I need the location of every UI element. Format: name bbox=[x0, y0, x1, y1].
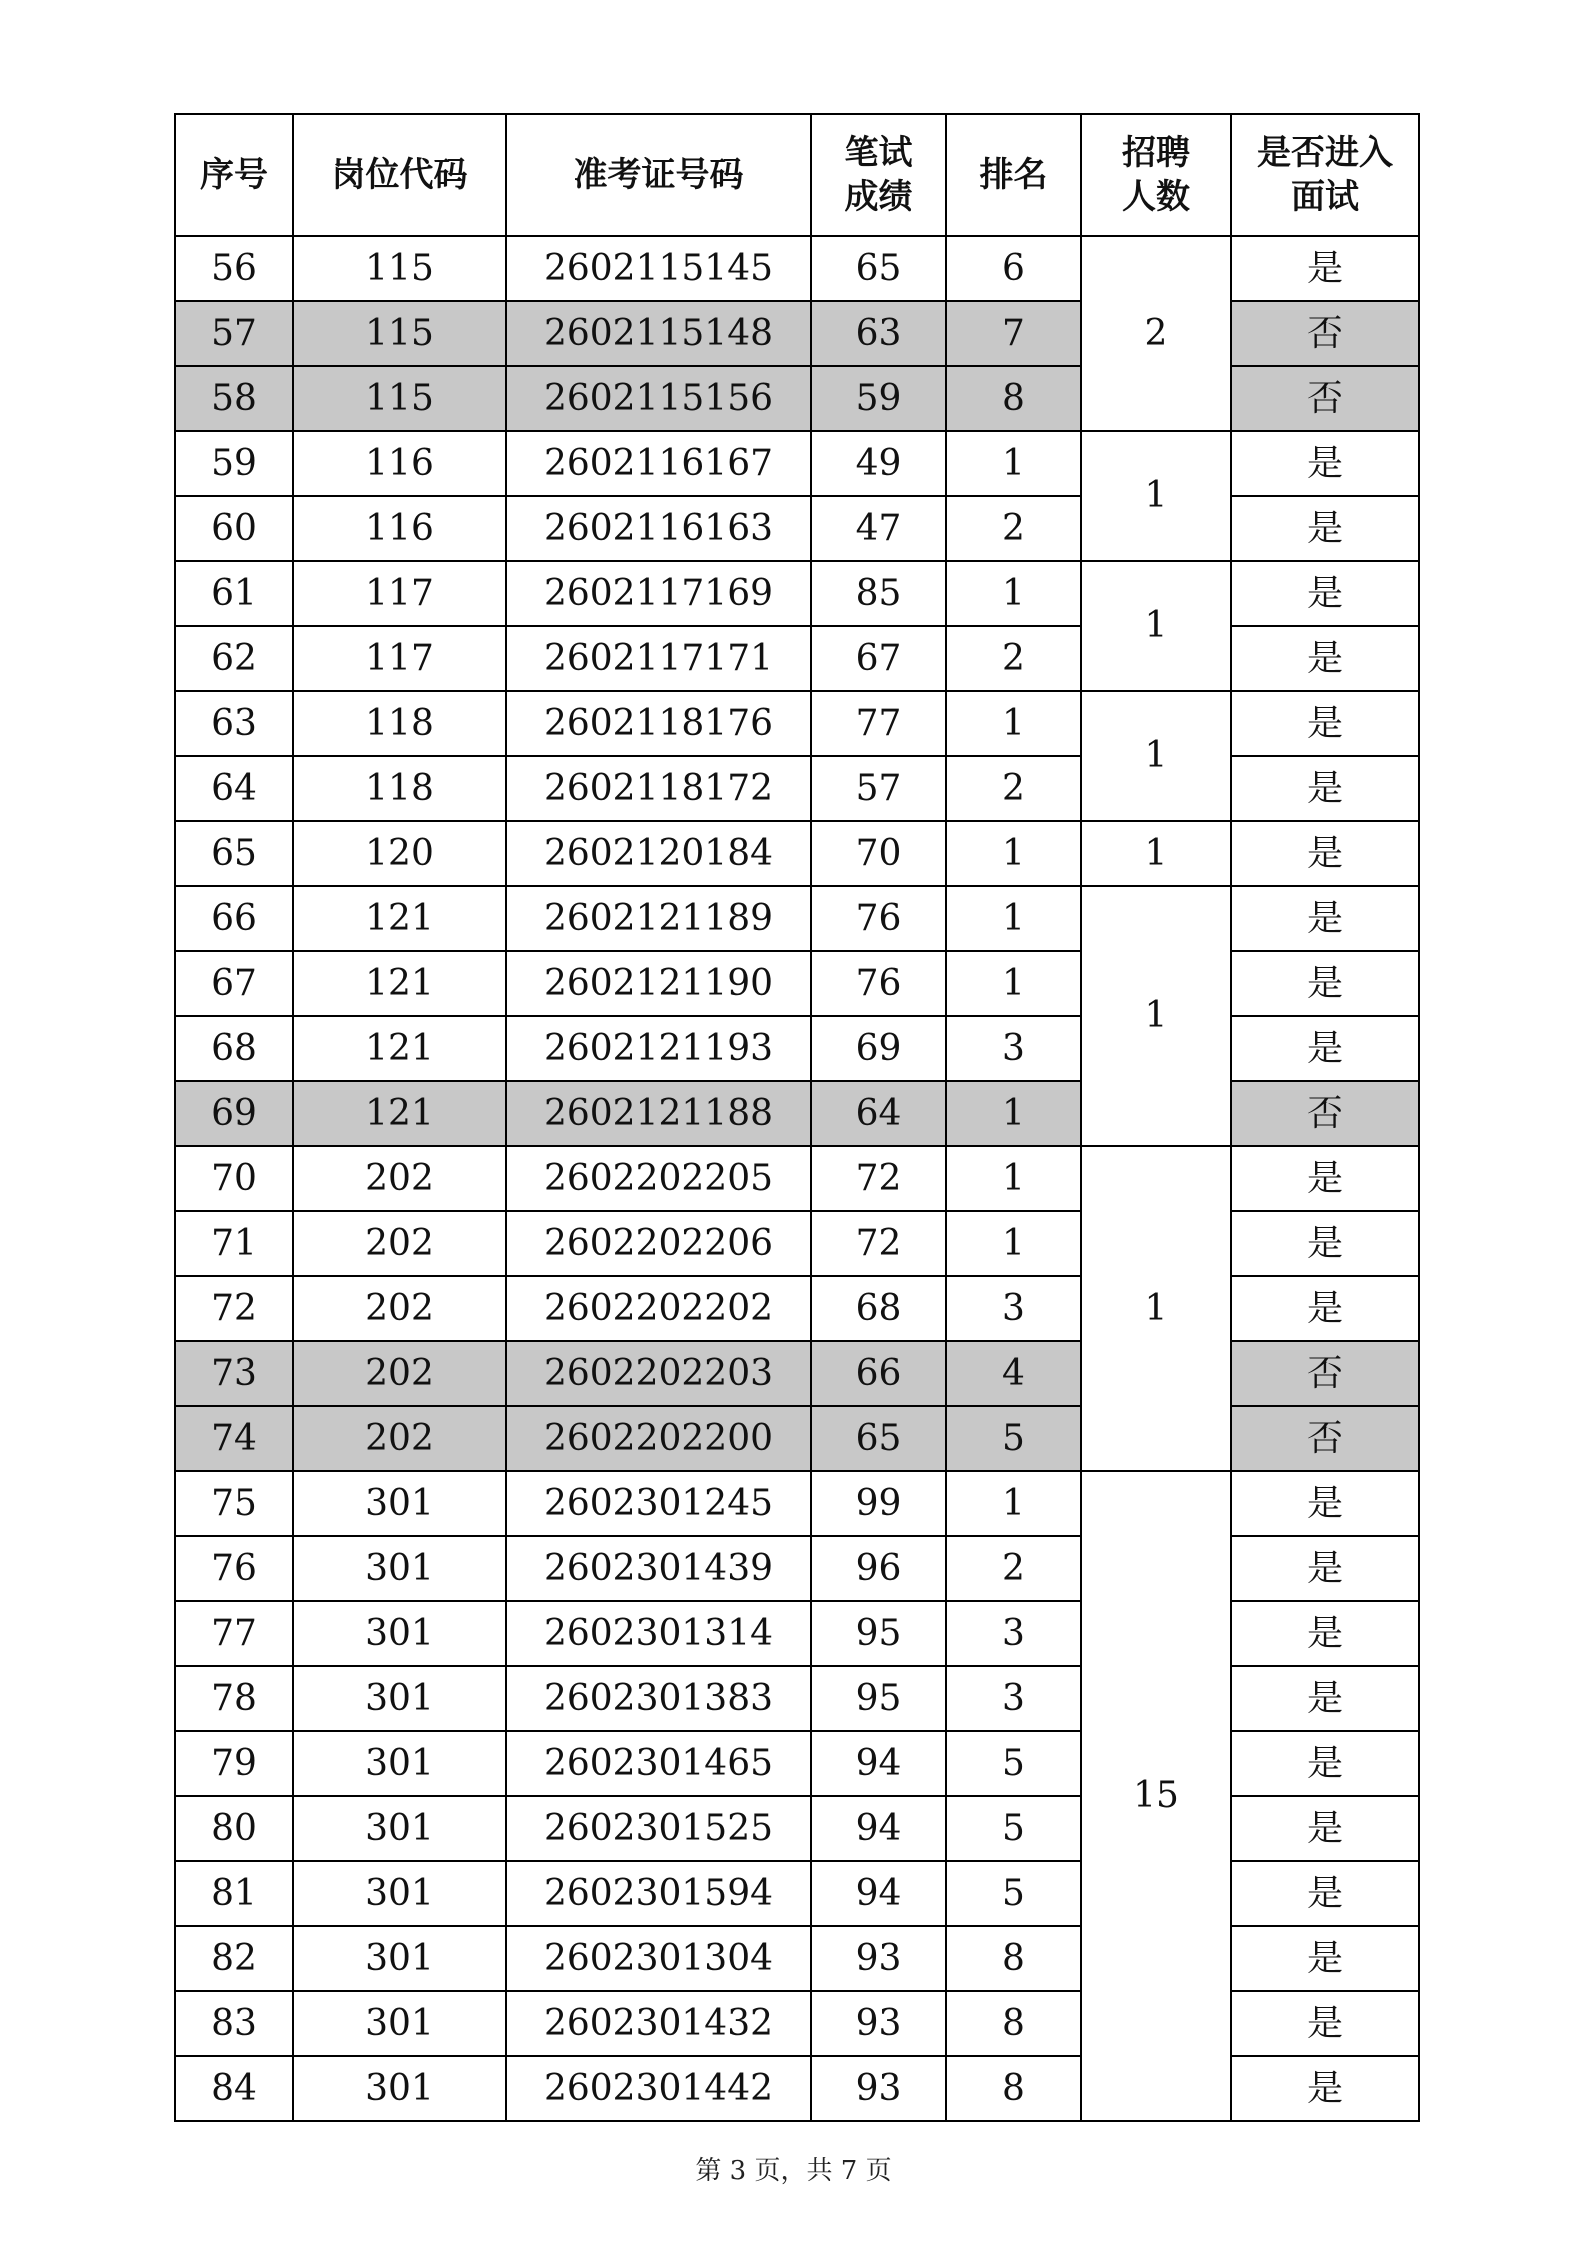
interview-cell: 是 bbox=[1231, 691, 1419, 756]
score-cell: 93 bbox=[811, 1926, 946, 1991]
post-code-cell: 202 bbox=[293, 1341, 506, 1406]
score-cell: 95 bbox=[811, 1666, 946, 1731]
table-row bbox=[175, 431, 1419, 496]
header-label-line: 人数 bbox=[1122, 177, 1190, 217]
header-label-line: 岗位代码 bbox=[331, 155, 468, 195]
table-row bbox=[175, 236, 1419, 301]
table-body bbox=[175, 236, 1419, 2121]
header-seq bbox=[175, 114, 293, 236]
table-row bbox=[175, 366, 1419, 431]
post-code-cell: 121 bbox=[293, 886, 506, 951]
exam-number-cell: 2602301465 bbox=[506, 1731, 811, 1796]
post-code-cell: 117 bbox=[293, 626, 506, 691]
post-code-cell: 301 bbox=[293, 2056, 506, 2121]
post-code-cell: 115 bbox=[293, 366, 506, 431]
interview-cell: 是 bbox=[1231, 236, 1419, 301]
seq-cell: 74 bbox=[175, 1406, 293, 1471]
interview-cell: 是 bbox=[1231, 1926, 1419, 1991]
interview-cell: 是 bbox=[1231, 431, 1419, 496]
exam-number-cell: 2602118172 bbox=[506, 756, 811, 821]
post-code-cell: 301 bbox=[293, 1926, 506, 1991]
exam-number-cell: 2602301245 bbox=[506, 1471, 811, 1536]
score-cell: 72 bbox=[811, 1146, 946, 1211]
score-cell: 65 bbox=[811, 236, 946, 301]
rank-cell: 1 bbox=[946, 1211, 1081, 1276]
seq-cell: 67 bbox=[175, 951, 293, 1016]
post-code-cell: 202 bbox=[293, 1146, 506, 1211]
rank-cell: 2 bbox=[946, 496, 1081, 561]
score-cell: 93 bbox=[811, 1991, 946, 2056]
seq-cell: 81 bbox=[175, 1861, 293, 1926]
hire-count-cell: 1 bbox=[1081, 431, 1231, 561]
hire-count-cell: 1 bbox=[1081, 886, 1231, 1146]
seq-cell: 65 bbox=[175, 821, 293, 886]
interview-cell: 否 bbox=[1231, 301, 1419, 366]
seq-cell: 77 bbox=[175, 1601, 293, 1666]
rank-cell: 2 bbox=[946, 1536, 1081, 1601]
rank-cell: 8 bbox=[946, 1991, 1081, 2056]
table-row bbox=[175, 1211, 1419, 1276]
exam-number-cell: 2602301314 bbox=[506, 1601, 811, 1666]
exam-number-cell: 2602115156 bbox=[506, 366, 811, 431]
post-code-cell: 116 bbox=[293, 431, 506, 496]
rank-cell: 8 bbox=[946, 2056, 1081, 2121]
interview-cell: 是 bbox=[1231, 1146, 1419, 1211]
table-row bbox=[175, 496, 1419, 561]
rank-cell: 7 bbox=[946, 301, 1081, 366]
results-table bbox=[174, 113, 1420, 2122]
score-cell: 94 bbox=[811, 1796, 946, 1861]
table-row bbox=[175, 1666, 1419, 1731]
score-cell: 69 bbox=[811, 1016, 946, 1081]
score-cell: 77 bbox=[811, 691, 946, 756]
exam-number-cell: 2602301383 bbox=[506, 1666, 811, 1731]
interview-cell: 是 bbox=[1231, 821, 1419, 886]
interview-cell: 是 bbox=[1231, 1536, 1419, 1601]
header-label-line: 招聘 bbox=[1122, 133, 1190, 173]
table-row bbox=[175, 2056, 1419, 2121]
header-exam-number bbox=[506, 114, 811, 236]
exam-number-cell: 2602121190 bbox=[506, 951, 811, 1016]
post-code-cell: 202 bbox=[293, 1276, 506, 1341]
score-cell: 64 bbox=[811, 1081, 946, 1146]
hire-count-cell: 2 bbox=[1081, 236, 1231, 431]
score-cell: 70 bbox=[811, 821, 946, 886]
post-code-cell: 301 bbox=[293, 1536, 506, 1601]
interview-cell: 是 bbox=[1231, 1731, 1419, 1796]
exam-number-cell: 2602121193 bbox=[506, 1016, 811, 1081]
rank-cell: 1 bbox=[946, 1081, 1081, 1146]
exam-number-cell: 2602301304 bbox=[506, 1926, 811, 1991]
post-code-cell: 301 bbox=[293, 1796, 506, 1861]
post-code-cell: 202 bbox=[293, 1406, 506, 1471]
post-code-cell: 117 bbox=[293, 561, 506, 626]
rank-cell: 3 bbox=[946, 1666, 1081, 1731]
post-code-cell: 301 bbox=[293, 1731, 506, 1796]
exam-number-cell: 2602202205 bbox=[506, 1146, 811, 1211]
interview-cell: 是 bbox=[1231, 1861, 1419, 1926]
seq-cell: 80 bbox=[175, 1796, 293, 1861]
header-label-line: 序号 bbox=[200, 155, 268, 195]
hire-count-cell: 1 bbox=[1081, 691, 1231, 821]
rank-cell: 3 bbox=[946, 1016, 1081, 1081]
rank-cell: 1 bbox=[946, 821, 1081, 886]
table-row bbox=[175, 1471, 1419, 1536]
exam-number-cell: 2602301442 bbox=[506, 2056, 811, 2121]
table-row bbox=[175, 626, 1419, 691]
post-code-cell: 116 bbox=[293, 496, 506, 561]
score-cell: 47 bbox=[811, 496, 946, 561]
exam-number-cell: 2602202203 bbox=[506, 1341, 811, 1406]
interview-cell: 是 bbox=[1231, 1601, 1419, 1666]
post-code-cell: 118 bbox=[293, 756, 506, 821]
post-code-cell: 121 bbox=[293, 951, 506, 1016]
post-code-cell: 115 bbox=[293, 301, 506, 366]
exam-number-cell: 2602115148 bbox=[506, 301, 811, 366]
table-row bbox=[175, 886, 1419, 951]
post-code-cell: 202 bbox=[293, 1211, 506, 1276]
rank-cell: 4 bbox=[946, 1341, 1081, 1406]
seq-cell: 79 bbox=[175, 1731, 293, 1796]
table-row bbox=[175, 1536, 1419, 1601]
rank-cell: 2 bbox=[946, 756, 1081, 821]
score-cell: 57 bbox=[811, 756, 946, 821]
exam-number-cell: 2602120184 bbox=[506, 821, 811, 886]
interview-cell: 是 bbox=[1231, 951, 1419, 1016]
interview-cell: 是 bbox=[1231, 1016, 1419, 1081]
table-row bbox=[175, 1601, 1419, 1666]
score-cell: 93 bbox=[811, 2056, 946, 2121]
score-cell: 67 bbox=[811, 626, 946, 691]
post-code-cell: 301 bbox=[293, 1666, 506, 1731]
table-row bbox=[175, 301, 1419, 366]
rank-cell: 1 bbox=[946, 431, 1081, 496]
interview-cell: 是 bbox=[1231, 1796, 1419, 1861]
interview-cell: 是 bbox=[1231, 626, 1419, 691]
exam-number-cell: 2602116163 bbox=[506, 496, 811, 561]
exam-number-cell: 2602118176 bbox=[506, 691, 811, 756]
seq-cell: 68 bbox=[175, 1016, 293, 1081]
exam-number-cell: 2602202200 bbox=[506, 1406, 811, 1471]
exam-number-cell: 2602117171 bbox=[506, 626, 811, 691]
seq-cell: 83 bbox=[175, 1991, 293, 2056]
header-label-line: 面试 bbox=[1291, 177, 1359, 217]
post-code-cell: 301 bbox=[293, 1471, 506, 1536]
table-header-row bbox=[175, 114, 1419, 236]
exam-number-cell: 2602301432 bbox=[506, 1991, 811, 2056]
rank-cell: 1 bbox=[946, 951, 1081, 1016]
exam-number-cell: 2602301439 bbox=[506, 1536, 811, 1601]
header-rank bbox=[946, 114, 1081, 236]
post-code-cell: 121 bbox=[293, 1016, 506, 1081]
seq-cell: 63 bbox=[175, 691, 293, 756]
post-code-cell: 301 bbox=[293, 1991, 506, 2056]
interview-cell: 否 bbox=[1231, 1341, 1419, 1406]
rank-cell: 3 bbox=[946, 1601, 1081, 1666]
header-label-line: 准考证号码 bbox=[573, 155, 744, 195]
seq-cell: 73 bbox=[175, 1341, 293, 1406]
exam-number-cell: 2602202206 bbox=[506, 1211, 811, 1276]
seq-cell: 60 bbox=[175, 496, 293, 561]
seq-cell: 57 bbox=[175, 301, 293, 366]
interview-cell: 是 bbox=[1231, 2056, 1419, 2121]
post-code-cell: 301 bbox=[293, 1601, 506, 1666]
rank-cell: 8 bbox=[946, 1926, 1081, 1991]
score-cell: 76 bbox=[811, 951, 946, 1016]
seq-cell: 82 bbox=[175, 1926, 293, 1991]
header-written-score bbox=[811, 114, 946, 236]
table-row bbox=[175, 691, 1419, 756]
table-row bbox=[175, 1991, 1419, 2056]
interview-cell: 是 bbox=[1231, 1991, 1419, 2056]
exam-number-cell: 2602121188 bbox=[506, 1081, 811, 1146]
interview-cell: 否 bbox=[1231, 1406, 1419, 1471]
interview-cell: 是 bbox=[1231, 886, 1419, 951]
post-code-cell: 115 bbox=[293, 236, 506, 301]
rank-cell: 1 bbox=[946, 561, 1081, 626]
seq-cell: 59 bbox=[175, 431, 293, 496]
table-row bbox=[175, 1146, 1419, 1211]
interview-cell: 是 bbox=[1231, 1276, 1419, 1341]
score-cell: 94 bbox=[811, 1861, 946, 1926]
score-cell: 95 bbox=[811, 1601, 946, 1666]
score-cell: 85 bbox=[811, 561, 946, 626]
table-row bbox=[175, 821, 1419, 886]
rank-cell: 1 bbox=[946, 691, 1081, 756]
post-code-cell: 121 bbox=[293, 1081, 506, 1146]
header-label-line: 是否进入 bbox=[1257, 133, 1393, 173]
header-post-code bbox=[293, 114, 506, 236]
hire-count-cell: 1 bbox=[1081, 821, 1231, 886]
seq-cell: 56 bbox=[175, 236, 293, 301]
exam-number-cell: 2602301594 bbox=[506, 1861, 811, 1926]
seq-cell: 66 bbox=[175, 886, 293, 951]
score-cell: 68 bbox=[811, 1276, 946, 1341]
table-row bbox=[175, 756, 1419, 821]
score-cell: 96 bbox=[811, 1536, 946, 1601]
page-footer: 第 3 页，共 7 页 bbox=[695, 2156, 892, 2186]
exam-number-cell: 2602202202 bbox=[506, 1276, 811, 1341]
rank-cell: 1 bbox=[946, 1146, 1081, 1211]
seq-cell: 70 bbox=[175, 1146, 293, 1211]
seq-cell: 62 bbox=[175, 626, 293, 691]
score-cell: 76 bbox=[811, 886, 946, 951]
interview-cell: 否 bbox=[1231, 1081, 1419, 1146]
rank-cell: 5 bbox=[946, 1731, 1081, 1796]
rank-cell: 1 bbox=[946, 886, 1081, 951]
score-cell: 66 bbox=[811, 1341, 946, 1406]
score-cell: 99 bbox=[811, 1471, 946, 1536]
table-row bbox=[175, 1406, 1419, 1471]
hire-count-cell: 1 bbox=[1081, 1146, 1231, 1471]
table-row bbox=[175, 951, 1419, 1016]
seq-cell: 71 bbox=[175, 1211, 293, 1276]
hire-count-cell: 15 bbox=[1081, 1471, 1231, 2121]
rank-cell: 3 bbox=[946, 1276, 1081, 1341]
interview-cell: 是 bbox=[1231, 756, 1419, 821]
table-row bbox=[175, 1016, 1419, 1081]
score-cell: 65 bbox=[811, 1406, 946, 1471]
post-code-cell: 301 bbox=[293, 1861, 506, 1926]
table-row bbox=[175, 1276, 1419, 1341]
header-label-line: 笔试 bbox=[844, 133, 913, 173]
table-row bbox=[175, 1731, 1419, 1796]
interview-cell: 是 bbox=[1231, 1666, 1419, 1731]
rank-cell: 5 bbox=[946, 1796, 1081, 1861]
score-cell: 72 bbox=[811, 1211, 946, 1276]
interview-cell: 否 bbox=[1231, 366, 1419, 431]
seq-cell: 58 bbox=[175, 366, 293, 431]
rank-cell: 5 bbox=[946, 1406, 1081, 1471]
interview-cell: 是 bbox=[1231, 496, 1419, 561]
header-label-line: 排名 bbox=[979, 155, 1048, 195]
score-cell: 63 bbox=[811, 301, 946, 366]
rank-cell: 5 bbox=[946, 1861, 1081, 1926]
seq-cell: 75 bbox=[175, 1471, 293, 1536]
exam-number-cell: 2602115145 bbox=[506, 236, 811, 301]
score-cell: 94 bbox=[811, 1731, 946, 1796]
rank-cell: 2 bbox=[946, 626, 1081, 691]
header-hire-count bbox=[1081, 114, 1231, 236]
seq-cell: 76 bbox=[175, 1536, 293, 1601]
exam-number-cell: 2602116167 bbox=[506, 431, 811, 496]
seq-cell: 78 bbox=[175, 1666, 293, 1731]
score-cell: 59 bbox=[811, 366, 946, 431]
table-row bbox=[175, 1926, 1419, 1991]
seq-cell: 72 bbox=[175, 1276, 293, 1341]
exam-number-cell: 2602301525 bbox=[506, 1796, 811, 1861]
score-cell: 49 bbox=[811, 431, 946, 496]
seq-cell: 61 bbox=[175, 561, 293, 626]
seq-cell: 69 bbox=[175, 1081, 293, 1146]
rank-cell: 6 bbox=[946, 236, 1081, 301]
post-code-cell: 118 bbox=[293, 691, 506, 756]
exam-number-cell: 2602117169 bbox=[506, 561, 811, 626]
table-row bbox=[175, 561, 1419, 626]
interview-cell: 是 bbox=[1231, 1471, 1419, 1536]
table-row bbox=[175, 1081, 1419, 1146]
seq-cell: 64 bbox=[175, 756, 293, 821]
table-row bbox=[175, 1796, 1419, 1861]
rank-cell: 1 bbox=[946, 1471, 1081, 1536]
header-interview bbox=[1231, 114, 1419, 236]
interview-cell: 是 bbox=[1231, 1211, 1419, 1276]
interview-cell: 是 bbox=[1231, 561, 1419, 626]
seq-cell: 84 bbox=[175, 2056, 293, 2121]
post-code-cell: 120 bbox=[293, 821, 506, 886]
header-label-line: 成绩 bbox=[844, 177, 913, 217]
exam-number-cell: 2602121189 bbox=[506, 886, 811, 951]
table-row bbox=[175, 1861, 1419, 1926]
rank-cell: 8 bbox=[946, 366, 1081, 431]
hire-count-cell: 1 bbox=[1081, 561, 1231, 691]
table-row bbox=[175, 1341, 1419, 1406]
